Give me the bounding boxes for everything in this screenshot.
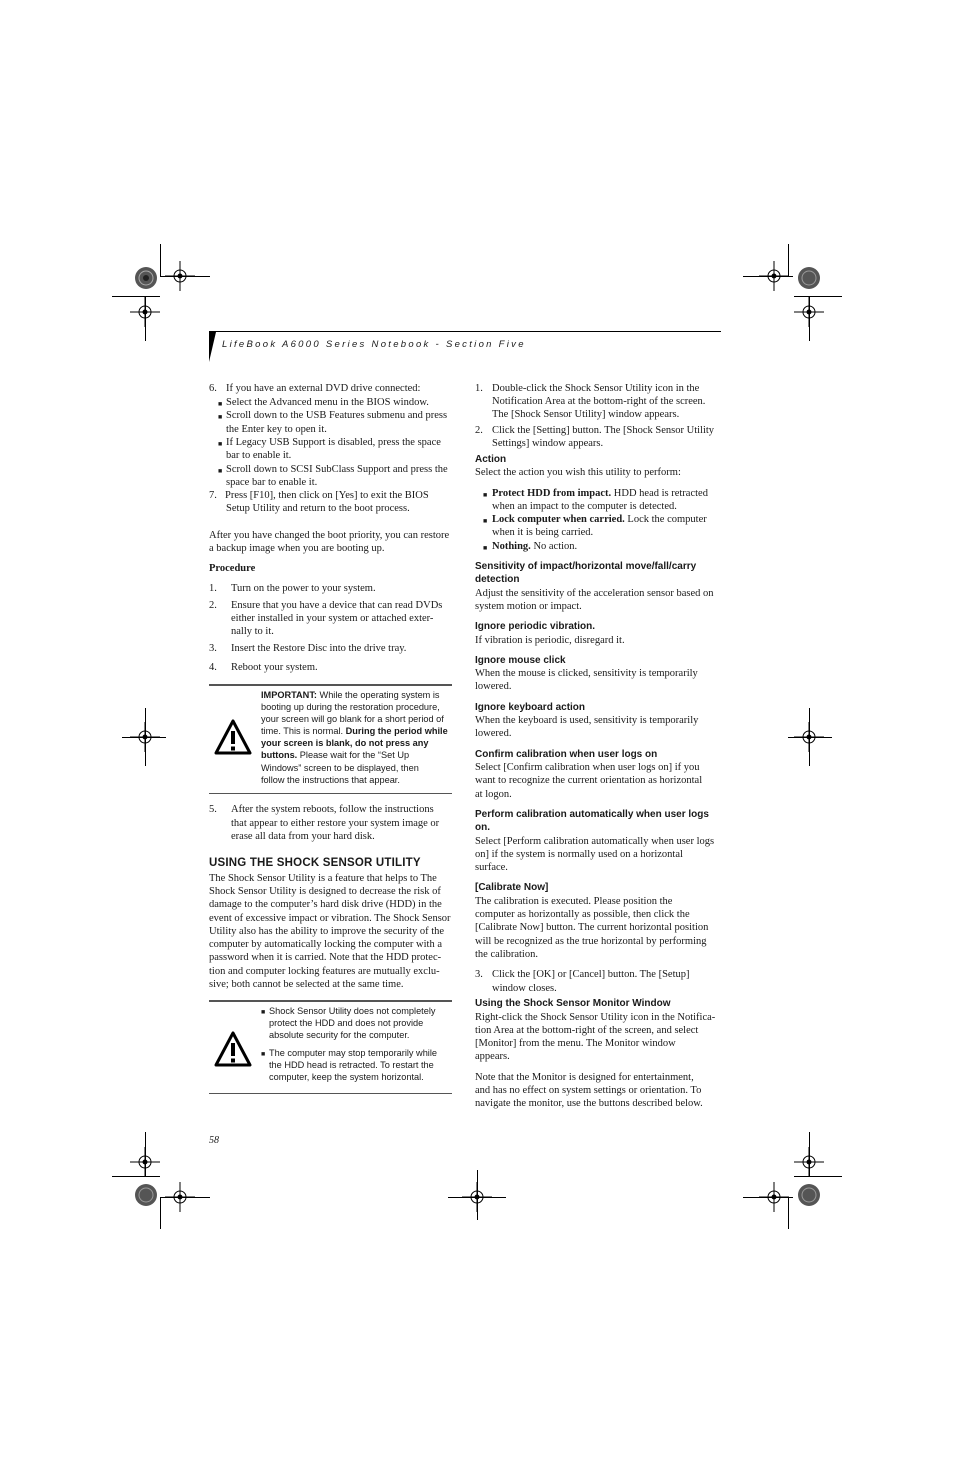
sensitivity-heading-continued: detection [475,574,520,585]
paragraph-line: appears. [475,1051,510,1062]
action-heading: Action [475,454,507,465]
list-item: Scroll down to SCSI SubClass Support and press the [226,464,448,475]
step-text: Settings] window appears. [492,438,604,449]
term-description: Lock the computer [624,514,707,525]
ignore-keyboard-heading: Ignore keyboard action [475,702,586,713]
paragraph-line: navigate the monitor, use the buttons described below. [475,1098,703,1109]
list-item: Select the Advanced menu in the BIOS window. [226,397,429,408]
warning-icon [213,1030,253,1068]
term-description: No action. [530,541,578,552]
paragraph-line: at logon. [475,789,512,800]
step-text: Ensure that you have a device that can read DVDs [231,600,443,611]
page-number: 58 [209,1135,219,1146]
step-number: 2. [209,600,217,611]
registration-target-icon [794,263,824,293]
step-number: 5. [209,804,217,815]
calibrate-now-heading: [Calibrate Now] [475,882,549,893]
paragraph-line: Select the action you wish this utility to perform: [475,467,681,478]
ignore-mouse-heading: Ignore mouse click [475,655,566,666]
paragraph-line: Note that the Monitor is designed for entertainment, [475,1072,694,1083]
note-bottom-rule [209,793,452,794]
note-line [261,749,451,761]
ignore-vibration-heading: Ignore periodic vibration. [475,621,596,632]
step-text: erase all data from your hard disk. [231,831,375,842]
bullet-icon: ■ [483,491,488,499]
paragraph-line: Utility also has the ability to improve the security of the [209,926,445,937]
note-line: Windows” screen to be displayed, then [261,762,419,773]
step-text: Double-click the Shock Sensor Utility icon in the [492,383,700,394]
procedure-heading: Procedure [209,563,256,574]
step-text: Turn on the power to your system. [231,583,376,594]
paragraph-line: computer by automatically locking the computer with a [209,939,442,950]
step-text: The [Shock Sensor Utility] window appears. [492,409,680,420]
step-number: 3. [209,643,217,654]
paragraph-line: on] if the system is normally used on a horizontal [475,849,683,860]
paragraph-line: [Monitor] from the menu. The Monitor window [475,1038,676,1049]
step-text: Click the [Setting] button. The [Shock Sensor Utility [492,425,715,436]
list-item [492,513,707,526]
warning-icon [213,718,253,756]
note-bold-text: buttons. [261,750,298,761]
note-top-rule [209,1000,452,1002]
step-text: If you have an external DVD drive connected: [226,383,421,394]
list-item: If Legacy USB Support is disabled, press the space [226,437,441,448]
monitor-window-heading: Using the Shock Sensor Monitor Window [475,998,671,1009]
bullet-icon: ■ [483,544,488,552]
paragraph-line: will be recognized as the true horizontal by performing [475,936,707,947]
note-line: follow the instructions that appear. [261,774,400,785]
paragraph-line: damage to the computer’s hard disk drive (HDD) in the [209,899,442,910]
step-text: window closes. [492,983,557,994]
step-number: 1. [209,583,217,594]
paragraph-line: password when it is carried. Note that the HDD protec- [209,952,442,963]
paragraph-line: sive; both cannot be selected at the same time. [209,979,404,990]
paragraph-line: Shock Sensor Utility is designed to decrease the risk of [209,886,441,897]
header-rule [209,331,721,332]
step-text: After the system reboots, follow the instructions [231,804,434,815]
paragraph-line: tion and computer locking features are mutually exclu- [209,966,440,977]
note-top-rule [209,684,452,686]
paragraph-line: a backup image when you are booting up. [209,543,385,554]
registration-target-icon [131,1180,161,1210]
step-text: Reboot your system. [231,662,318,673]
note-line: your screen will go blank for a short period of [261,714,444,725]
important-label: IMPORTANT: [261,690,317,700]
list-item-continued: the Enter key to open it. [226,424,327,435]
perform-calibration-heading: Perform calibration automatically when user logs [475,809,709,820]
paragraph-line: Adjust the sensitivity of the acceleration sensor based on [475,588,714,599]
step-text: Insert the Restore Disc into the drive tray. [231,643,407,654]
list-item [492,487,708,500]
step-number: 7. [209,490,217,501]
paragraph-line: [Calibrate Now] button. The current horizontal position [475,922,709,933]
step-text: nally to it. [231,626,274,637]
term-description: HDD head is retracted [611,488,708,499]
note-text: Please wait for the “Set Up [297,750,410,761]
section-heading: USING THE SHOCK SENSOR UTILITY [209,857,421,869]
paragraph-line: tion Area at the bottom-right of the screen, and select [475,1025,699,1036]
step-number: 2. [475,425,483,436]
note-text: While the operating system is [316,690,440,700]
list-item: Scroll down to the USB Features submenu and press [226,410,448,421]
paragraph-line: surface. [475,862,508,873]
bullet-icon: ■ [261,1051,266,1058]
step-number: 3. [475,969,483,980]
bold-term: Lock computer when carried. [492,514,625,525]
paragraph-line: After you have changed the boot priority, you can restore [209,530,450,541]
paragraph-line: The Shock Sensor Utility is a feature that helps to The [209,873,437,884]
note-line: booting up during the restoration procedure, [261,702,440,713]
note-bottom-rule [209,1093,452,1094]
bullet-icon: ■ [261,1009,266,1016]
paragraph-line: When the keyboard is used, sensitivity is temporarily [475,715,699,726]
bullet-icon: ■ [483,517,488,525]
note-line: your screen is blank, do not press any [261,738,429,749]
note-bullet-line: Shock Sensor Utility does not completely [269,1006,436,1016]
paragraph-line: event of excessive impact or vibration. The Shock Sensor [209,913,451,924]
step-number: 1. [475,383,483,394]
list-item-continued: space bar to enable it. [226,477,318,488]
running-header: LifeBook A6000 Series Notebook - Section Five [222,339,526,350]
registration-target-icon [131,263,161,293]
bullet-icon: ■ [218,440,223,448]
note-text: time. This is normal. [261,726,346,737]
note-line [261,689,451,701]
confirm-calibration-heading: Confirm calibration when user logs on [475,749,658,760]
note-line [261,725,451,737]
step-text: Setup Utility and return to the boot process. [226,503,410,514]
paragraph-line: computer as horizontally as possible, then click the [475,909,690,920]
note-bullet-line: computer, keep the system horizontal. [269,1072,424,1082]
note-bullet-line: absolute security for the computer. [269,1030,410,1040]
step-text: Notification Area at the bottom-right of the screen. [492,396,706,407]
step-text: either installed in your system or attached exter- [231,613,434,624]
bullet-icon: ■ [218,413,223,421]
paragraph-line: Right-click the Shock Sensor Utility icon in the Notifica- [475,1012,716,1023]
bullet-icon: ■ [218,400,223,408]
paragraph-line: When the mouse is clicked, sensitivity is temporarily [475,668,698,679]
list-item-continued: bar to enable it. [226,450,292,461]
step-text: Press [F10], then click on [Yes] to exit the BIOS [225,490,429,501]
bold-term: Nothing. [492,541,531,552]
header-tab-marker [209,332,216,362]
paragraph-line: If vibration is periodic, disregard it. [475,635,625,646]
perform-calibration-heading-continued: on. [475,822,490,833]
step-text: that appear to either restore your system image or [231,818,440,829]
paragraph-line: Select [Confirm calibration when user logs on] if you [475,762,700,773]
bullet-icon: ■ [218,467,223,475]
paragraph-line: lowered. [475,728,512,739]
step-number: 4. [209,662,217,673]
list-item [492,540,577,553]
paragraph-line: and has no effect on system settings or orientation. To [475,1085,702,1096]
bold-term: Protect HDD from impact. [492,488,612,499]
paragraph-line: want to recognize the current orientation as horizontal [475,775,703,786]
note-bullet-line: the HDD head is retracted. To restart the [269,1060,434,1070]
paragraph-line: the calibration. [475,949,538,960]
note-bullet-line: The computer may stop temporarily while [269,1048,437,1058]
list-item-continued: when it is being carried. [492,527,594,538]
sensitivity-heading: Sensitivity of impact/horizontal move/fall/carry [475,561,697,572]
paragraph-line: system motion or impact. [475,601,582,612]
note-bullet-line: protect the HDD and does not provide [269,1018,424,1028]
paragraph-line: Select [Perform calibration automatically when user logs [475,836,715,847]
step-text: Click the [OK] or [Cancel] button. The [Setup] [492,969,690,980]
registration-target-icon [794,1180,824,1210]
list-item-continued: when an impact to the computer is detected. [492,501,677,512]
paragraph-line: lowered. [475,681,512,692]
step-number: 6. [209,383,217,394]
note-bold-text: During the period while [345,726,448,737]
paragraph-line: The calibration is executed. Please position the [475,896,673,907]
